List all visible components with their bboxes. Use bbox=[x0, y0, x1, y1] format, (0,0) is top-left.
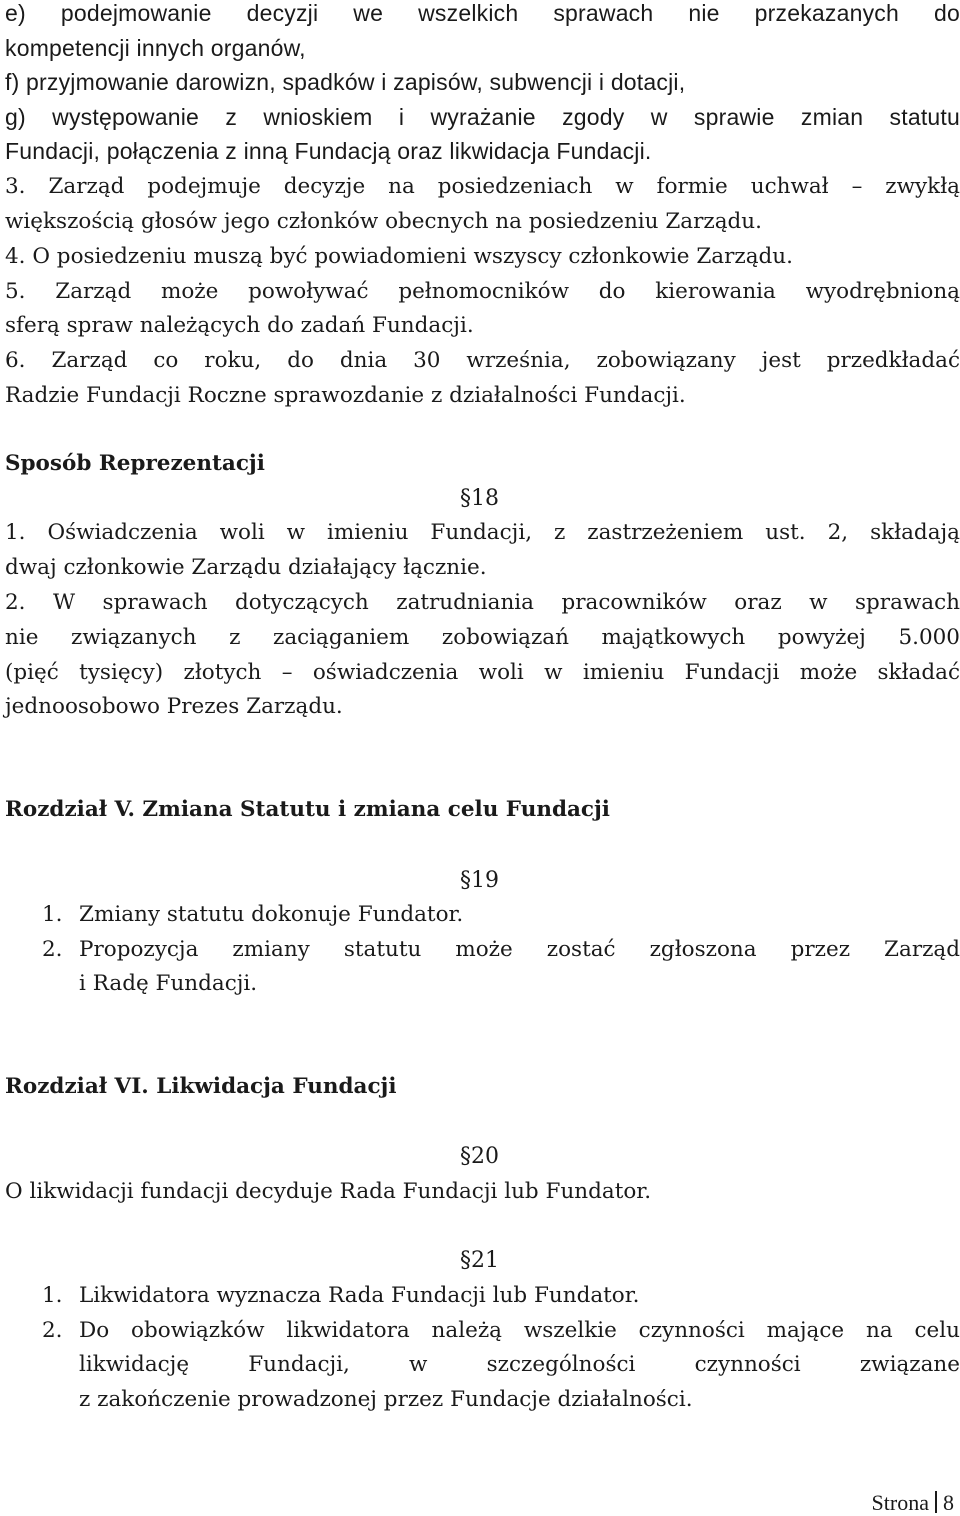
section-sign: § bbox=[460, 1144, 471, 1169]
text-line: sferą spraw należących do zadań Fundacji. bbox=[5, 313, 474, 338]
paragraph-number bbox=[460, 864, 499, 898]
text-line: 2. W sprawach dotyczących zatrudniania pracowników oraz w sprawach bbox=[5, 590, 960, 615]
list-item: likwidację Fundacji, w szczególności czynności związane bbox=[79, 1352, 960, 1377]
footer-separator bbox=[935, 1491, 937, 1513]
text-line: g) występowanie z wnioskiem i wyrażanie zgody w sprawie zmian statutu bbox=[5, 104, 960, 130]
list-item: Do obowiązków likwidatora należą wszelkie czynności mające na celu bbox=[79, 1318, 960, 1343]
list-item: Likwidatora wyznacza Rada Fundacji lub Fundator. bbox=[79, 1283, 640, 1308]
list-number: 1. bbox=[42, 902, 63, 927]
chapter-heading: Rozdział VI. Likwidacja Fundacji bbox=[5, 1074, 397, 1099]
text-line: 4. O posiedzeniu muszą być powiadomieni wszyscy członkowie Zarządu. bbox=[5, 244, 793, 269]
list-item: Propozycja zmiany statutu może zostać zgłoszona przez Zarząd bbox=[79, 937, 960, 962]
list-item: z zakończenie prowadzonej przez Fundacje działalności. bbox=[79, 1387, 693, 1412]
text-line: 6. Zarząd co roku, do dnia 30 września, zobowiązany jest przedkładać bbox=[5, 348, 960, 373]
page-footer bbox=[872, 1490, 954, 1516]
paragraph-number-value: 20 bbox=[471, 1144, 499, 1169]
list-item: Zmiany statutu dokonuje Fundator. bbox=[79, 902, 464, 927]
paragraph-number bbox=[460, 1140, 499, 1174]
text-line: Fundacji, połączenia z inną Fundacją oraz likwidacja Fundacji. bbox=[5, 138, 652, 164]
chapter-heading: Rozdział V. Zmiana Statutu i zmiana celu Fundacji bbox=[5, 797, 610, 822]
section-sign: § bbox=[460, 868, 471, 893]
text-line: nie związanych z zaciąganiem zobowiązań majątkowych powyżej 5.000 bbox=[5, 625, 960, 650]
text-line: większością głosów jego członków obecnych na posiedzeniu Zarządu. bbox=[5, 209, 762, 234]
list-number: 1. bbox=[42, 1283, 63, 1308]
list-number: 2. bbox=[42, 1318, 63, 1343]
paragraph-number-value: 19 bbox=[471, 868, 499, 893]
page-number: 8 bbox=[943, 1490, 954, 1515]
text-line: (pięć tysięcy) złotych – oświadczenia woli w imieniu Fundacji może składać bbox=[5, 660, 960, 685]
list-item: i Radę Fundacji. bbox=[79, 971, 258, 996]
text-line: jednoosobowo Prezes Zarządu. bbox=[5, 694, 343, 719]
section-sign: § bbox=[460, 486, 471, 511]
section-sign: § bbox=[460, 1248, 471, 1273]
text-line: Radzie Fundacji Roczne sprawozdanie z działalności Fundacji. bbox=[5, 383, 686, 408]
paragraph-number-value: 21 bbox=[471, 1248, 499, 1273]
text-line: e) podejmowanie decyzji we wszelkich sprawach nie przekazanych do bbox=[5, 0, 960, 26]
text-line: 5. Zarząd może powoływać pełnomocników do kierowania wyodrębnioną bbox=[5, 279, 960, 304]
paragraph-number bbox=[460, 1244, 499, 1278]
text-line: dwaj członkowie Zarządu działający łącznie. bbox=[5, 555, 487, 580]
list-number: 2. bbox=[42, 937, 63, 962]
text-line: f) przyjmowanie darowizn, spadków i zapisów, subwencji i dotacji, bbox=[5, 69, 686, 95]
text-line: 1. Oświadczenia woli w imieniu Fundacji, z zastrzeżeniem ust. 2, składają bbox=[5, 520, 960, 545]
page-label: Strona bbox=[871, 1490, 929, 1515]
text-line: O likwidacji fundacji decyduje Rada Fundacji lub Fundator. bbox=[5, 1179, 652, 1204]
paragraph-number-value: 18 bbox=[471, 486, 499, 511]
paragraph-number bbox=[460, 482, 499, 516]
text-line: 3. Zarząd podejmuje decyzje na posiedzeniach w formie uchwał – zwykłą bbox=[5, 174, 960, 199]
text-line: kompetencji innych organów, bbox=[5, 35, 306, 61]
section-heading: Sposób Reprezentacji bbox=[5, 451, 265, 476]
